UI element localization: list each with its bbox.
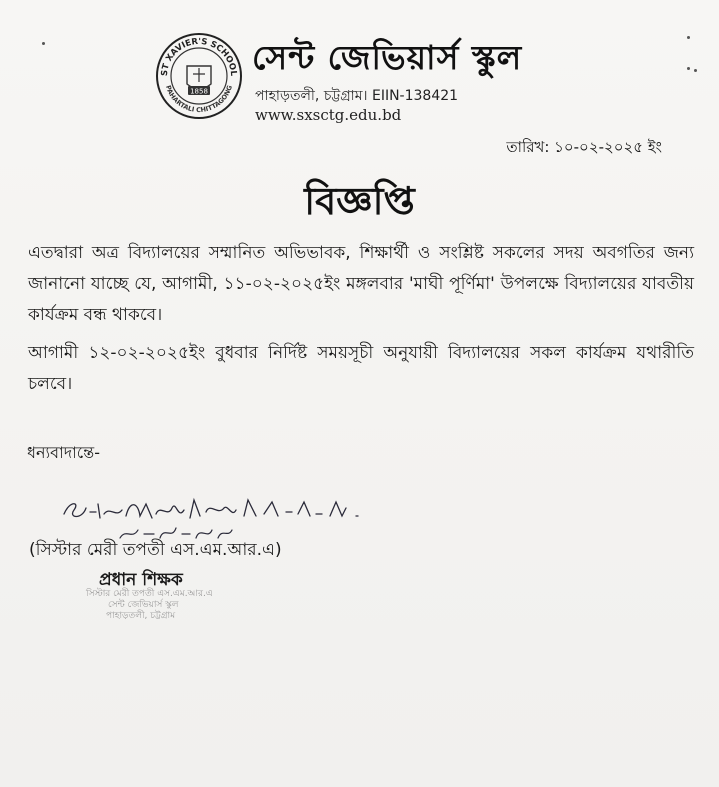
school-address: পাহাড়তলী, চট্টগ্রাম। EIIN-138421 <box>255 88 459 104</box>
notice-title: বিজ্ঞপ্তি <box>304 179 415 223</box>
paper-speck <box>687 67 690 70</box>
stamp-line: সেন্ট জেভিয়ার্স স্কুল <box>108 600 179 610</box>
paper-speck <box>694 69 697 72</box>
notice-paragraph: এতদ্বারা অত্র বিদ্যালয়ের সম্মানিত অভিভাবক, শিক্ষার্থী ও সংশ্লিষ্ট সকলের সদয় অবগতির জন্য জানানো যাচ্ছে যে, আগামী, ১১-০২-২০২৫ইং মঙ্গলবার 'মাঘী পূর্ণিমা' উপলক্ষে বিদ্যালয়ের যাবতীয় কার্যক্রম বন্ধ থাকবে। <box>28 243 694 325</box>
notice-body <box>28 238 694 400</box>
svg-text:ST XAVIER'S SCHOOL: ST XAVIER'S SCHOOL <box>159 36 239 77</box>
notice-paragraph: আগামী ১২-০২-২০২৫ইং বুধবার নির্দিষ্ট সময়সূচী অনুযায়ী বিদ্যালয়ের সকল কার্যক্রম যথারীতি চলবে। <box>28 343 694 394</box>
stamp-line: সিস্টার মেরী তপতী এস.এম.আর.এ <box>86 589 213 599</box>
school-website: www.sxsctg.edu.bd <box>255 106 402 124</box>
closing-text: ধন্যবাদান্তে- <box>27 443 100 462</box>
paper-speck <box>42 42 45 45</box>
paper-speck <box>687 36 690 39</box>
notice-date: তারিখ: ১০-০২-২০২৫ ইং <box>506 138 662 156</box>
signer-name: (সিস্টার মেরী তপতী এস.এম.আর.এ) <box>29 540 282 560</box>
seal-stamp <box>86 589 213 622</box>
signer-designation: প্রধান শিক্ষক <box>99 570 183 590</box>
svg-text:PAHARTALI CHITTAGONG: PAHARTALI CHITTAGONG <box>164 84 235 115</box>
school-logo <box>155 32 243 120</box>
stamp-line: পাহাড়তলী, চট্টগ্রাম <box>106 611 176 621</box>
svg-text:1858: 1858 <box>190 87 208 96</box>
school-name: সেন্ট জেভিয়ার্স স্কুল <box>252 38 523 77</box>
